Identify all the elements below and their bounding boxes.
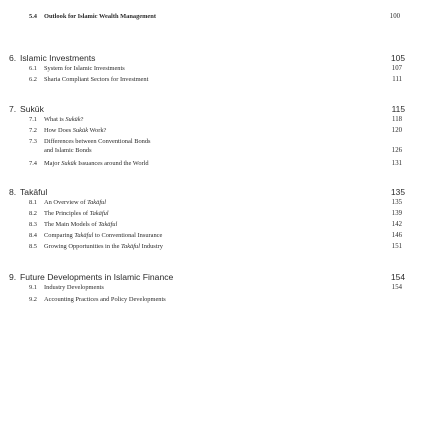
page-number: 154 <box>391 272 405 282</box>
section-title: Differences between Conventional Bonds and Islamic Bonds <box>44 138 151 154</box>
chapter-title: Sukūk <box>20 104 44 114</box>
section-number: 7.1 <box>29 116 37 123</box>
toc-chapter-9[interactable] <box>0 272 430 284</box>
section-title: Industry Developments <box>44 284 104 291</box>
page-number: 111 <box>392 76 402 83</box>
section-number: 6.2 <box>29 76 37 83</box>
section-title: What is Sukūk? <box>44 116 84 123</box>
page-number: 146 <box>391 232 402 239</box>
chapter-title: Takāful <box>20 187 48 197</box>
section-number: 7.2 <box>29 127 37 134</box>
page-number: 118 <box>392 116 402 123</box>
section-title: Accounting Practices and Policy Developments <box>44 296 166 303</box>
section-number: 7.4 <box>29 160 37 167</box>
section-number: 8.4 <box>29 232 37 239</box>
toc-chapter-6[interactable] <box>0 53 430 65</box>
toc-chapter-7[interactable] <box>0 104 430 116</box>
page-number: 126 <box>391 147 402 154</box>
chapter-title: Islamic Investments <box>20 53 96 63</box>
section-number: 8.5 <box>29 243 37 250</box>
section-title: The Principles of Takāful <box>44 210 109 217</box>
toc-entry-6-2[interactable] <box>0 76 430 88</box>
section-number: 9.2 <box>29 296 37 303</box>
toc-entry-9-1[interactable] <box>0 284 430 296</box>
page-number: 115 <box>391 104 405 114</box>
section-title: An Overview of Takāful <box>44 199 107 206</box>
page-number: 142 <box>391 221 402 228</box>
toc-entry-7-4[interactable] <box>0 160 430 172</box>
page-number: 107 <box>391 65 402 72</box>
section-number: 8.2 <box>29 210 37 217</box>
section-number: 7.3 <box>29 138 37 145</box>
toc-entry-7-3[interactable] <box>0 138 430 160</box>
page-number: 135 <box>391 187 405 197</box>
chapter-number: 7. <box>9 104 17 114</box>
toc-chapter-8[interactable] <box>0 187 430 199</box>
section-number: 5.4 <box>29 13 37 20</box>
section-title: Outlook for Islamic Wealth Management <box>44 13 156 20</box>
section-number: 9.1 <box>29 284 37 291</box>
section-title: Major Sukūk Issuances around the World <box>44 160 149 167</box>
section-title: Growing Opportunities in the Takāful Industry <box>44 243 163 250</box>
page-number: 135 <box>391 199 402 206</box>
page-number: 139 <box>391 210 402 217</box>
section-title: Comparing Takāful to Conventional Insurance <box>44 232 163 239</box>
chapter-number: 9. <box>9 272 17 282</box>
toc-entry-9-2[interactable] <box>0 296 430 308</box>
chapter-number: 8. <box>9 187 17 197</box>
section-title: System for Islamic Investments <box>44 65 125 72</box>
page-number: 100 <box>389 13 400 20</box>
section-number: 8.3 <box>29 221 37 228</box>
page-number: 105 <box>391 53 405 63</box>
page-number: 120 <box>391 127 402 134</box>
page-number: 154 <box>391 284 402 291</box>
toc-entry-5-4[interactable] <box>0 13 430 25</box>
section-title: How Does Sukūk Work? <box>44 127 107 134</box>
page-number: 131 <box>391 160 402 167</box>
page-number: 151 <box>391 243 402 250</box>
toc-entry-8-5[interactable] <box>0 243 430 255</box>
section-number: 8.1 <box>29 199 37 206</box>
chapter-number: 6. <box>9 53 17 63</box>
chapter-title: Future Developments in Islamic Finance <box>20 272 174 282</box>
section-title: The Main Models of Takāful <box>44 221 118 228</box>
section-title: Sharia Compliant Sectors for Investment <box>44 76 149 83</box>
section-number: 6.1 <box>29 65 37 72</box>
